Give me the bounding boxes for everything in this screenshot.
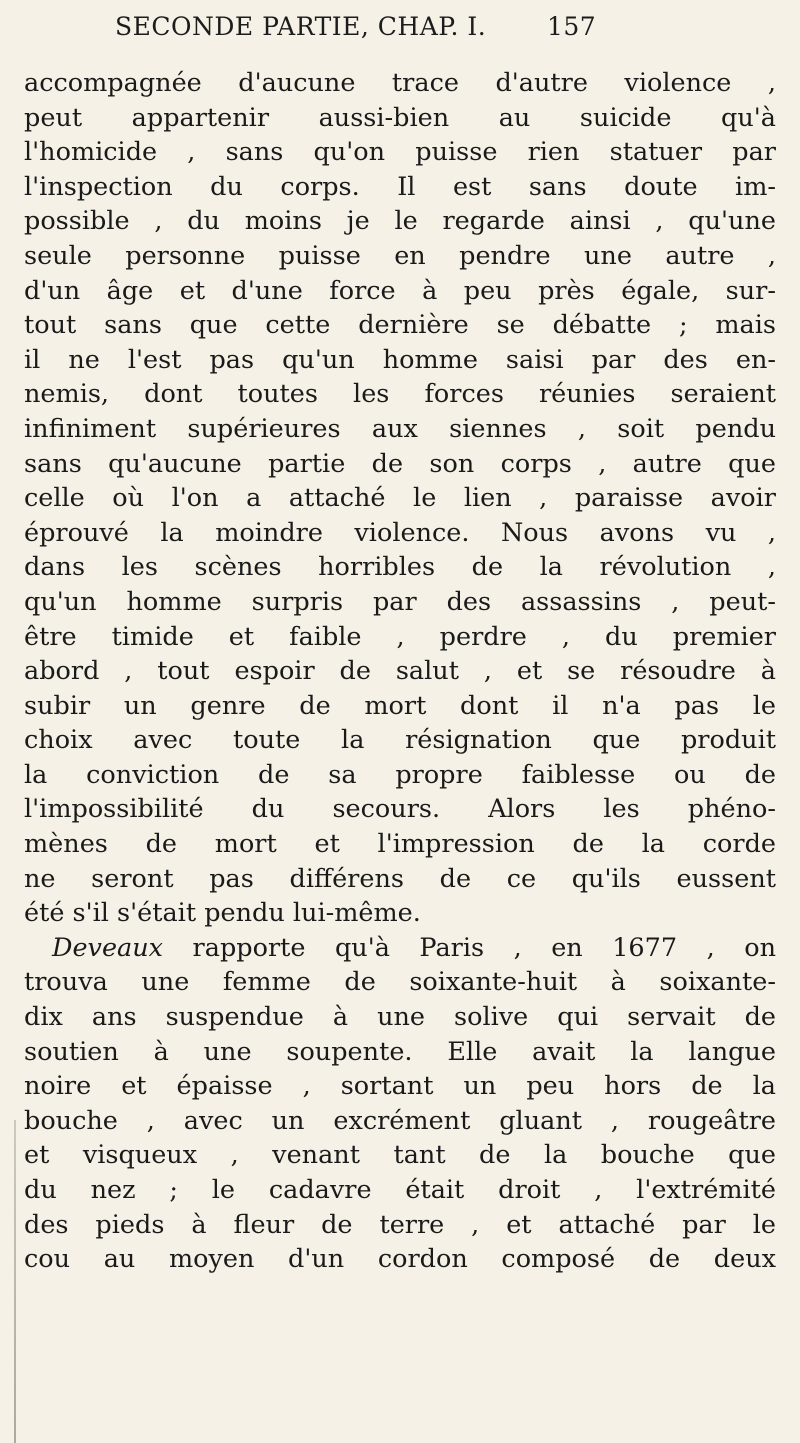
text-line: ne seront pas différens de ce qu'ils eussent — [24, 863, 776, 894]
text-line: accompagnée d'aucune trace d'autre violence , — [24, 68, 776, 98]
text-line: d'un âge et d'une force à peu près égale, sur- — [24, 275, 776, 306]
text-line: éprouvé la moindre violence. Nous avons vu , — [24, 517, 776, 548]
body-text — [24, 66, 776, 1277]
text-line: subir un genre de mort dont il n'a pas le — [24, 690, 776, 721]
text-line: des pieds à fleur de terre , et attaché par le — [24, 1209, 776, 1240]
paragraph-end-line: été s'il s'était pendu lui-même. — [24, 898, 421, 929]
text-run: rapporte qu'à Paris , en 1677 , on — [163, 932, 776, 963]
text-line: dix ans suspendue à une solive qui servait de — [24, 1002, 776, 1033]
binding-shadow — [14, 1120, 16, 1443]
text-line: infiniment supérieures aux siennes , soit pendu — [24, 413, 776, 444]
text-line: l'impossibilité du secours. Alors les phéno- — [24, 794, 776, 825]
text-line: l'inspection du corps. Il est sans doute im- — [24, 171, 776, 202]
text-line: du nez ; le cadavre était droit , l'extrémité — [24, 1175, 776, 1205]
text-line: peut appartenir aussi-bien au suicide qu'à — [24, 102, 776, 133]
text-line: tout sans que cette dernière se débatte ; mais — [24, 310, 776, 341]
text-line: mènes de mort et l'impression de la corde — [24, 829, 776, 860]
text-line: trouva une femme de soixante-huit à soixante- — [24, 967, 776, 998]
page-number: 157 — [547, 12, 597, 41]
author-name: Deveaux — [52, 932, 164, 963]
text-line: cou au moyen d'un cordon composé de deux — [24, 1244, 776, 1275]
text-line: être timide et faible , perdre , du premier — [24, 621, 776, 652]
text-line: il ne l'est pas qu'un homme saisi par des en- — [24, 344, 776, 375]
text-line: dans les scènes horribles de la révolution , — [24, 552, 776, 583]
text-line: nemis, dont toutes les forces réunies seraient — [24, 379, 776, 410]
text-line: et visqueux , venant tant de la bouche que — [24, 1140, 776, 1171]
text-line: bouche , avec un excrément gluant , rougeâtre — [24, 1105, 776, 1136]
text-line: noire et épaisse , sortant un peu hors de la — [24, 1071, 776, 1102]
text-line: la conviction de sa propre faiblesse ou de — [24, 759, 776, 790]
text-line: sans qu'aucune partie de son corps , autre que — [24, 448, 776, 479]
running-title: SECONDE PARTIE, CHAP. I. — [115, 12, 487, 41]
text-line: seule personne puisse en pendre une autre , — [24, 240, 776, 271]
text-line: abord , tout espoir de salut , et se résoudre à — [24, 656, 776, 687]
text-line: choix avec toute la résignation que produit — [24, 725, 776, 756]
text-line: qu'un homme surpris par des assassins , peut- — [24, 586, 776, 617]
text-line: celle où l'on a attaché le lien , paraisse avoir — [24, 483, 776, 514]
paragraph-start-line — [24, 931, 776, 966]
text-line: possible , du moins je le regarde ainsi , qu'une — [24, 206, 776, 237]
text-line: soutien à une soupente. Elle avait la langue — [24, 1036, 776, 1067]
text-line: l'homicide , sans qu'on puisse rien statuer par — [24, 137, 776, 168]
